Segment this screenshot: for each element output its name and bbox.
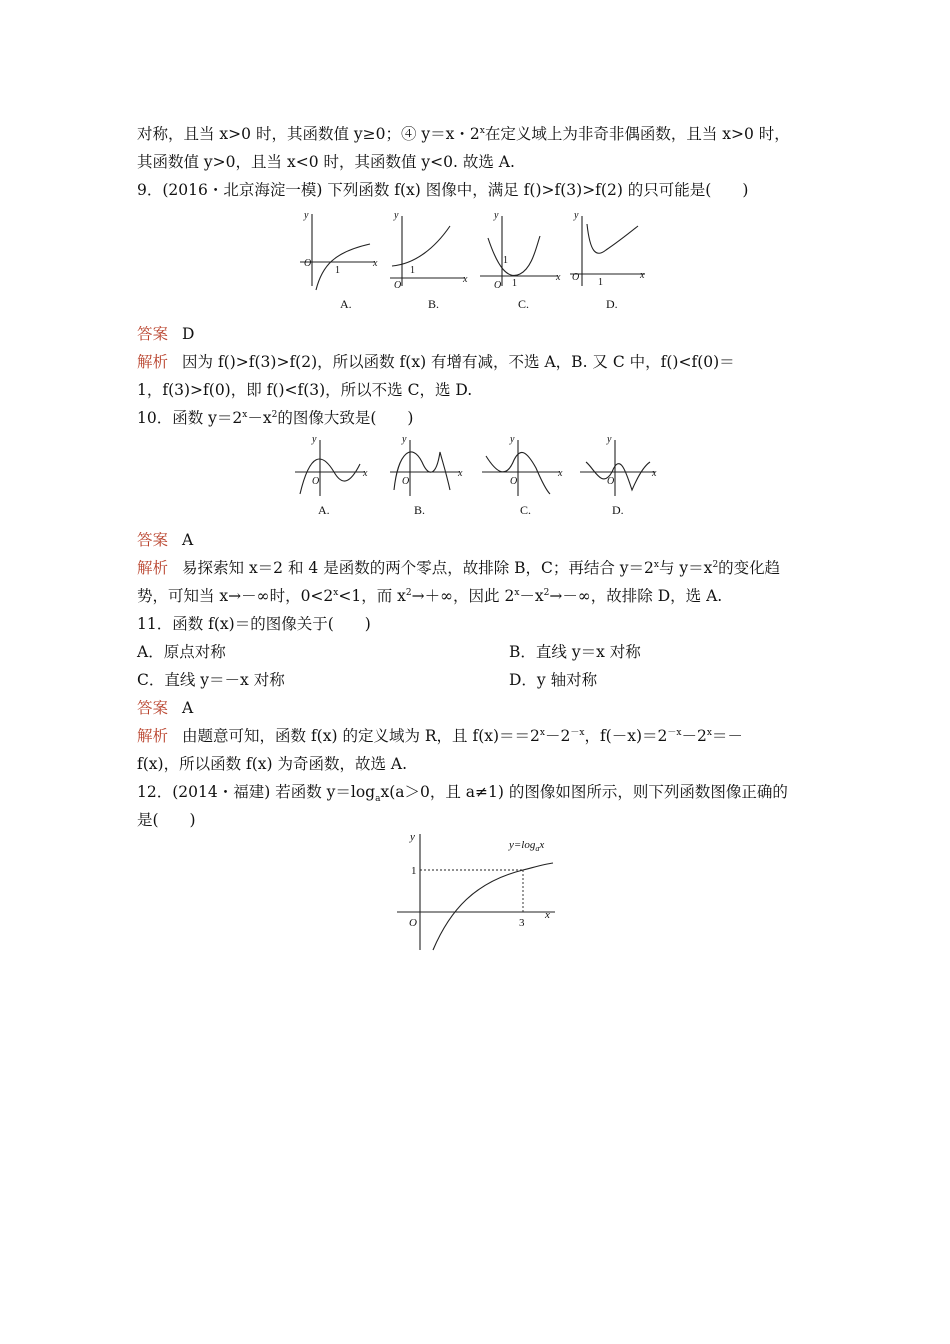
option-c: C．直线 y＝－x 对称 (137, 671, 285, 689)
y-label: y (607, 434, 612, 445)
option-label: D. (606, 297, 618, 311)
y-label: y (312, 434, 317, 445)
tick-label: 1 (503, 255, 508, 266)
q10-figures (290, 432, 660, 522)
option-label: B. (414, 503, 426, 517)
x-label: x (363, 468, 368, 479)
q9-figures (300, 208, 660, 318)
option-d: D．y 轴对称 (509, 671, 598, 689)
y-label: y (410, 831, 415, 843)
origin-label: O (494, 280, 502, 291)
x-label: x (458, 468, 463, 479)
q12-figure (395, 830, 565, 955)
question-12: 12．(2014・福建) 若函数 $y=\log_ax(a>0$，且 a≠1) 的图像如图所示，则下列函数图像正确的 (137, 783, 788, 805)
origin-label: O (510, 476, 518, 487)
explanation-9: 解析 因为 f()>f(3)>f(2)，所以函数 f(x) 有增有减，不选 A，B. 又 C 中，f()<f(0)＝ (137, 353, 735, 371)
question-11: 11．函数 f(x)＝的图像关于( ) (137, 615, 371, 633)
option-label: C. (520, 503, 532, 517)
x-label: x (556, 272, 561, 283)
tick-label: 1 (411, 865, 417, 877)
origin-label: O (394, 280, 402, 291)
question-12-cont: 是( ) (137, 811, 196, 829)
origin-label: O (402, 476, 410, 487)
tick-label: 1 (512, 278, 517, 289)
x-label: x (545, 909, 550, 921)
curve-label: $y=\log_ax$ (509, 839, 545, 853)
y-label: y (574, 210, 579, 221)
origin-label: O (304, 258, 312, 269)
x-label: x (652, 468, 657, 479)
x-label: x (373, 258, 378, 269)
option-label: A. (318, 503, 330, 517)
option-label: D. (612, 503, 624, 517)
origin-label: O (409, 917, 417, 929)
text-line: 其函数值 y>0，且当 x<0 时，其函数值 y<0. 故选 A. (137, 153, 515, 171)
tick-label: 1 (410, 265, 415, 276)
option-b: B．直线 y＝x 对称 (509, 643, 641, 661)
text-line: 对称，且当 x>0 时，其函数值 y≥0；④ y＝x・2$^x$在定义域上为非奇非偶函数，且当 x>0 时， (137, 125, 790, 143)
explanation-9-cont: 1，f(3)>f(0)，即 f()<f(3)，所以不选 C，选 D. (137, 381, 473, 399)
x-label: x (463, 274, 468, 285)
answer-10: 答案 A (137, 531, 194, 549)
option-label: A. (340, 297, 352, 311)
origin-label: O (607, 476, 615, 487)
x-label: x (640, 270, 645, 281)
y-label: y (402, 434, 407, 445)
question-9: 9．(2016・北京海淀一模) 下列函数 f(x) 图像中，满足 f()>f(3)>f(2) 的只可能是( ) (137, 181, 749, 199)
explanation-11: 解析 由题意可知，函数 f(x) 的定义域为 R，且 $f(x)==2^x-2^{-x}$，$f(-x)=2^{-x}-2^x=-$ (137, 727, 743, 745)
option-a: A．原点对称 (137, 643, 226, 661)
question-10: 10．函数 $y=2^x-x^2$的图像大致是( ) (137, 409, 414, 427)
y-label: y (304, 210, 309, 221)
origin-label: O (312, 476, 320, 487)
tick-label: 1 (598, 277, 603, 288)
option-label: B. (428, 297, 440, 311)
tick-label: 1 (335, 265, 340, 276)
answer-11: 答案 A (137, 699, 194, 717)
explanation-10: 解析 易探索知 x＝2 和 4 是函数的两个零点，故排除 B，C；再结合 $y=2^x$与 $y=x^2$的变化趋 (137, 559, 781, 577)
explanation-11-cont: f(x)，所以函数 f(x) 为奇函数，故选 A. (137, 755, 408, 773)
explanation-10-cont: 势，可知当 x→－∞时，$0<2^x<1$，而 $x^2\to+\infty$，因此 $2^x-x^2\to-\infty$，故排除 D，选 A. (137, 587, 723, 605)
y-label: y (394, 210, 399, 221)
option-label: C. (518, 297, 530, 311)
origin-label: O (572, 272, 580, 283)
answer-9: 答案 D (137, 325, 195, 343)
x-label: x (558, 468, 563, 479)
y-label: y (510, 434, 515, 445)
tick-label: 3 (519, 917, 525, 929)
y-label: y (494, 210, 499, 221)
